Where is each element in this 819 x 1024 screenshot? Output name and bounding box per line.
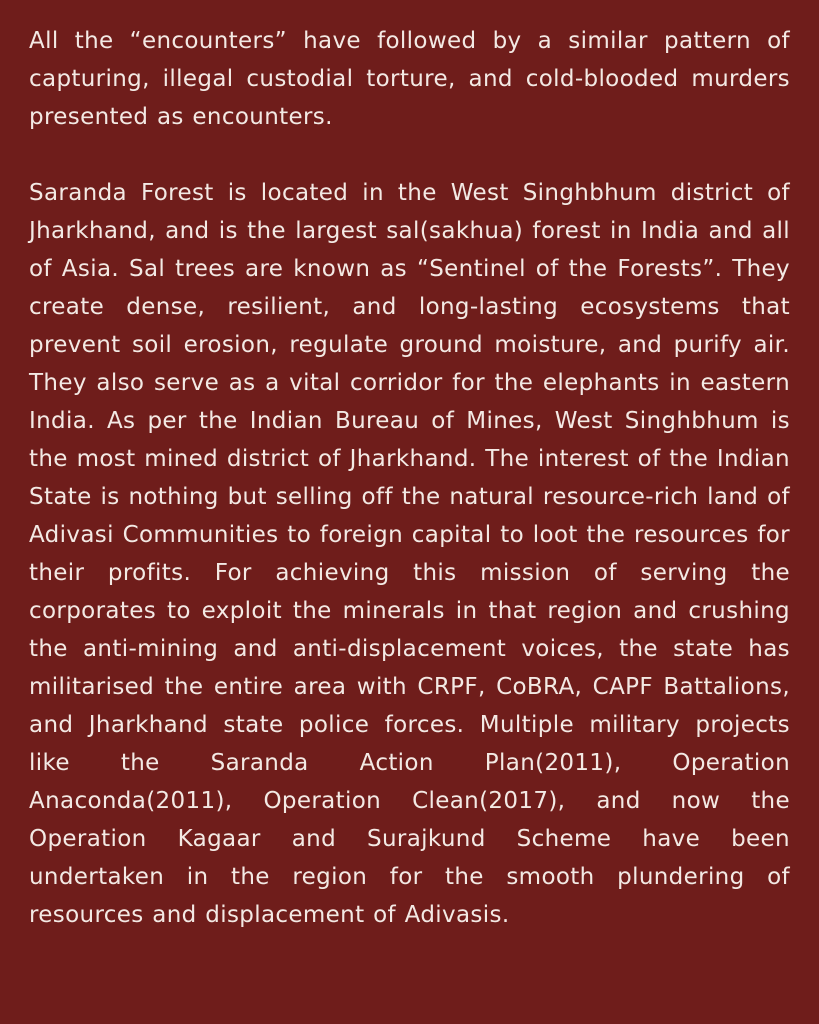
- paragraph-saranda-forest: Saranda Forest is located in the West Singhbhum district of Jharkhand, and is the largest sal(sakhua) forest in India and all of Asia. Sal trees are known as “Sentinel of the Forests”. They create dense, resilient, and long-lasting ecosystems that prevent soil erosion, regulate ground moisture, and purify air. They also serve as a vital corridor for the elephants in eastern India. As per the Indian Bureau of Mines, West Singhbhum is the most mined district of Jharkhand. The interest of the Indian State is nothing but selling off the natural resource-rich land of Adivasi Communities to foreign capital to loot the resources for their profits. For achieving this mission of serving the corporates to exploit the minerals in that region and crushing the anti-mining and anti-displacement voices, the state has militarised the entire area with CRPF, CoBRA, CAPF Battalions, and Jharkhand state police forces. Multiple military projects like the Saranda Action Plan(2011), Operation Anaconda(2011), Operation Clean(2017), and now the Operation Kagaar and Surajkund Scheme have been undertaken in the region for the smooth plundering of resources and displacement of Adivasis.: [29, 180, 790, 928]
- paragraph-encounters: All the “encounters” have followed by a similar pattern of capturing, illegal custodial torture, and cold-blooded murders presented as encounters.: [29, 28, 790, 130]
